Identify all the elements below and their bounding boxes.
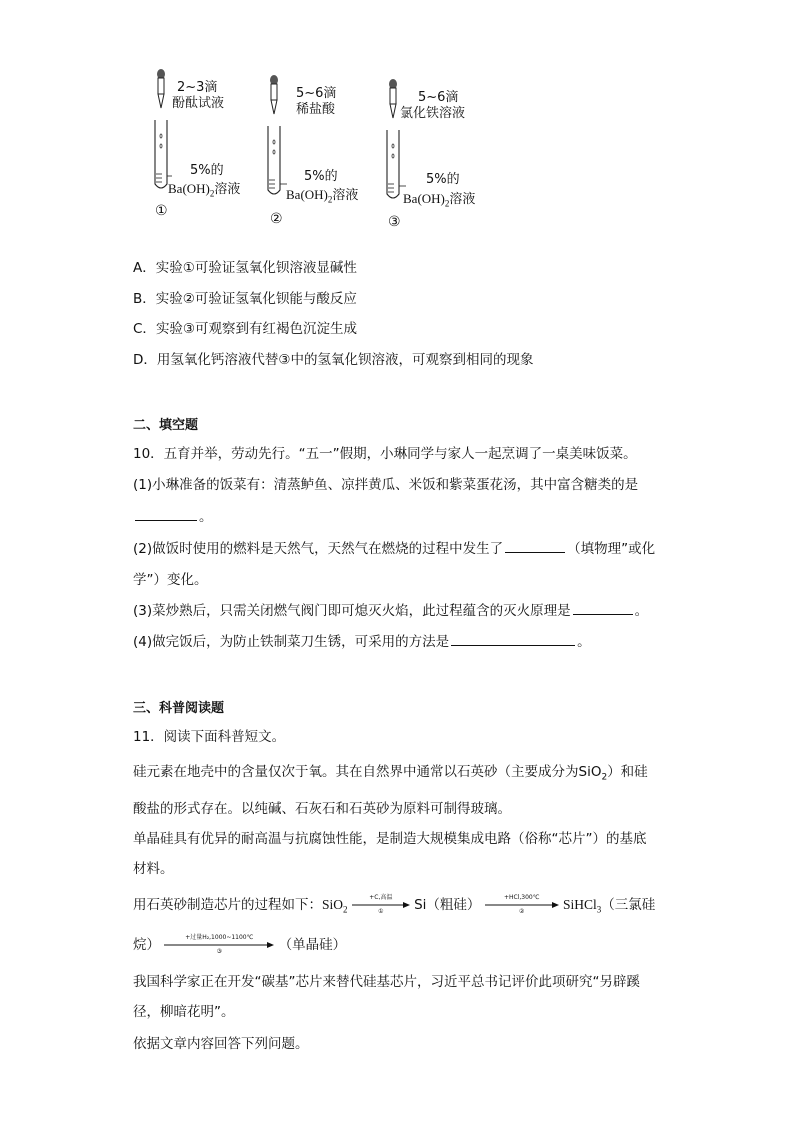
exp1-reagent: 酚酞试液: [172, 96, 225, 111]
answer-blank[interactable]: [505, 540, 565, 553]
question-10-1-answer: 。: [133, 505, 213, 525]
exp1-concentration: 5%的: [190, 163, 224, 178]
option-b[interactable]: B．实验②可验证氢氧化钡能与酸反应: [133, 291, 357, 307]
paragraph-2-line-2: 材料。: [133, 861, 174, 877]
dropper-and-test-tube-2: [263, 72, 299, 202]
exp1-number: ①: [155, 203, 168, 219]
section-heading-fill-in: 二、填空题: [133, 418, 199, 433]
exp2-concentration: 5%的: [304, 169, 338, 184]
exp3-concentration: 5%的: [426, 172, 460, 187]
paragraph-2-line-1: 单晶硅具有优异的耐高温与抗腐蚀性能，是制造大规模集成电路（俗称“芯片”）的基底: [133, 831, 647, 847]
exp2-solution: $Ba(OH)_2$溶液: [286, 187, 359, 205]
paragraph-4-line-1: 我国科学家正在开发“碳基”芯片来替代硅基芯片，习近平总书记评价此项研究“另辟蹊: [133, 974, 640, 990]
question-10-4: (4)做完饭后，为防止铁制菜刀生锈，可采用的方法是 。: [133, 634, 591, 650]
question-10-1: (1)小琳准备的饭菜有：清蒸鲈鱼、凉拌黄瓜、米饭和紫菜蛋花汤，其中富含糖类的是: [133, 477, 639, 493]
option-a[interactable]: A．实验①可验证氢氧化钡溶液显碱性: [133, 260, 357, 276]
process-line-2: 烷） +过量H₂,1000~1100℃ ③ （单晶硅）: [133, 934, 347, 955]
exp2-reagent: 稀盐酸: [296, 102, 336, 117]
question-10-3: (3)菜炒熟后，只需关闭燃气阀门即可熄灭火焰，此过程蕴含的灭火原理是 。: [133, 603, 649, 619]
exp3-solution: $Ba(OH)_2$溶液: [403, 191, 476, 209]
question-10-2-cont: 学”）变化。: [133, 572, 208, 588]
question-11-stem: 11．阅读下面科普短文。: [133, 729, 286, 745]
option-d[interactable]: D．用氢氧化钙溶液代替③中的氢氧化钡溶液，可观察到相同的现象: [133, 352, 534, 368]
exp3-drops: 5~6滴: [418, 90, 459, 105]
exp2-drops: 5~6滴: [296, 86, 337, 101]
question-10-2: (2)做饭时使用的燃料是天然气，天然气在燃烧的过程中发生了 （填物理”或化: [133, 541, 656, 557]
dropper-and-test-tube-3: [382, 76, 418, 206]
exp1-drops: 2~3滴: [177, 80, 218, 95]
paragraph-5: 依据文章内容回答下列问题。: [133, 1036, 309, 1052]
answer-blank[interactable]: [573, 602, 633, 615]
exp2-number: ②: [270, 211, 283, 227]
exp3-reagent: 氯化铁溶液: [400, 106, 466, 121]
option-c[interactable]: C．实验③可观察到有红褐色沉淀生成: [133, 321, 358, 337]
paragraph-1-line-2: 酸盐的形式存在。以纯碱、石灰石和石英砂为原料可制得玻璃。: [133, 801, 511, 817]
paragraph-4-line-2: 径，柳暗花明”。: [133, 1004, 235, 1020]
exp1-solution: $Ba(OH)_2$溶液: [168, 181, 241, 199]
process-line-1: 用石英砂制造芯片的过程如下：SiO$_2$ +C,高温 ① Si（粗硅） +HCl,300℃ ② SiHCl$_3$（三氯硅: [133, 894, 656, 915]
reaction-arrow-2: +HCl,300℃ ②: [485, 901, 559, 909]
reaction-arrow-1: +C,高温 ①: [352, 901, 410, 909]
exp3-number: ③: [388, 214, 401, 230]
answer-blank[interactable]: [451, 633, 575, 646]
question-10-stem: 10．五育并举，劳动先行。“五一”假期，小琳同学与家人一起烹调了一桌美味饭菜。: [133, 446, 637, 462]
answer-blank[interactable]: [135, 508, 197, 521]
reaction-arrow-3: +过量H₂,1000~1100℃ ③: [164, 941, 274, 949]
section-heading-reading: 三、科普阅读题: [133, 701, 225, 716]
paragraph-1-line-1: 硅元素在地壳中的含量仅次于氧。其在自然界中通常以石英砂（主要成分为SiO$_2$）和硅: [133, 764, 648, 783]
